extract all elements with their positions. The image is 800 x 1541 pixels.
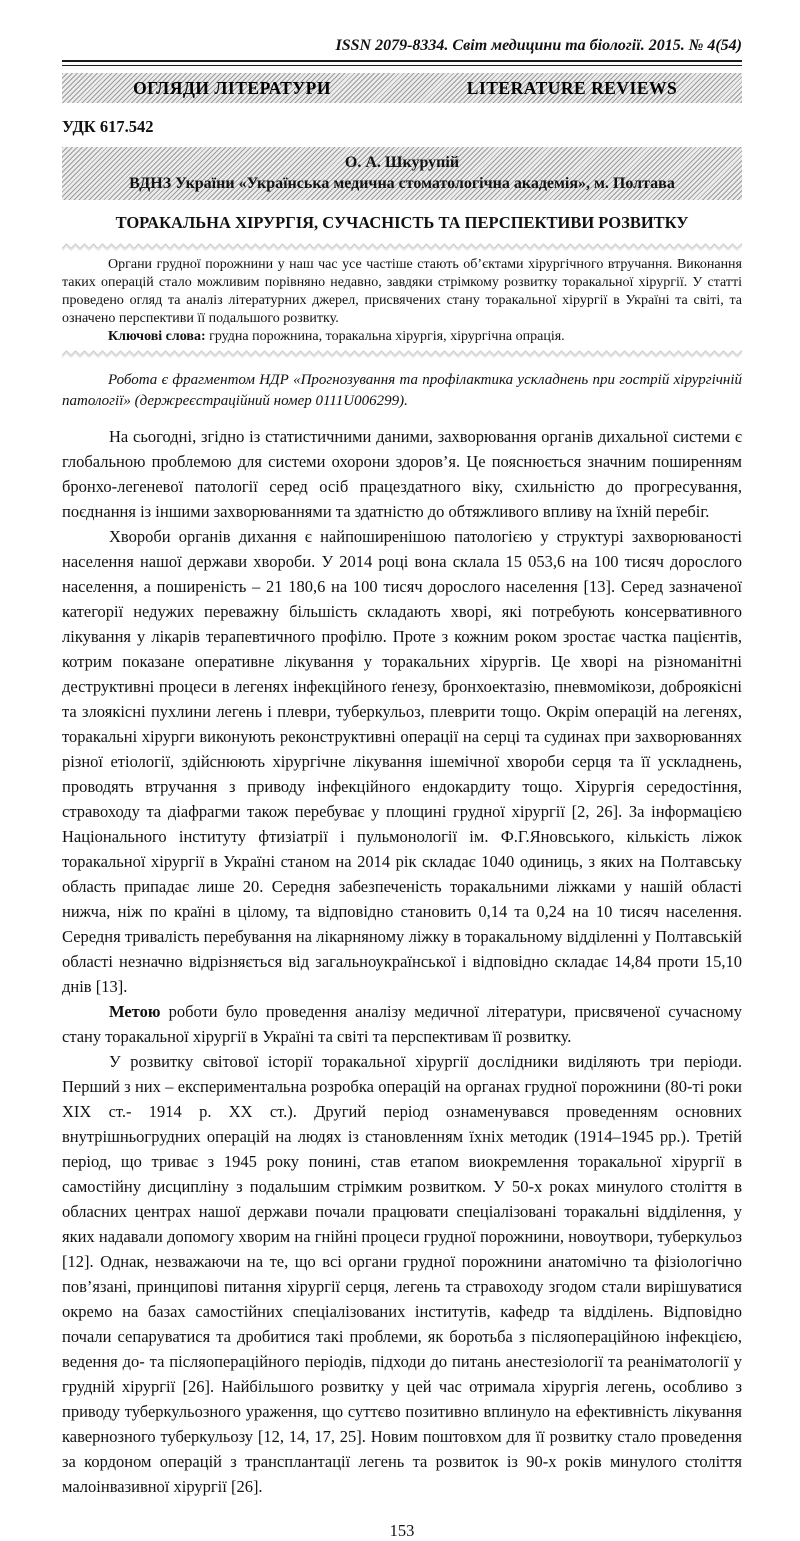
page-number: 153 — [389, 1521, 415, 1540]
keywords-label: Ключові слова: — [108, 329, 206, 344]
aim-text: роботи було проведення аналізу медичної літератури, присвяченої сучасному стану торакальної хірургії в Україні та світі та перспективам її розвитку. — [62, 1002, 742, 1046]
author-block — [62, 147, 742, 200]
aim-label: Метою — [109, 1002, 161, 1021]
article-title: ТОРАКАЛЬНА ХІРУРГІЯ, СУЧАСНІСТЬ ТА ПЕРСПЕКТИВИ РОЗВИТКУ — [115, 213, 689, 232]
section-banner — [62, 73, 742, 103]
zigzag-divider-bottom — [62, 349, 742, 358]
section-title-ukrainian: ОГЛЯДИ ЛІТЕРАТУРИ — [133, 77, 331, 98]
body-paragraph-aim — [62, 999, 742, 1049]
research-fragment-note: Робота є фрагментом НДР «Прогнозування та профілактика ускладнень при гострій хірургічній патології» (держреєстраційний номер 0111U006299). — [62, 372, 742, 409]
journal-issn-header: ISSN 2079-8334. Світ медицини та біології. 2015. № 4(54) — [335, 37, 742, 54]
author-affiliation: ВДНЗ України «Українська медична стоматологічна академія», м. Полтава — [129, 175, 675, 192]
body-paragraph: У розвитку світової історії торакальної хірургії дослідники виділяють три періоди. Перший з них – експериментальна розробка операцій на органах грудної порожнини (80-ті роки XIX ст.- 1914 р. XX ст.). Другий період ознаменувався проведенням основних внутрішньогрудних операцій на людях із становленням їхніх методик (1914–1945 рр.). Третій період, що триває з 1945 року понині, став етапом виокремлення торакальної хірургії в самостійну дисципліну з подальшим стрімким розвитком. У 50-х роках минулого століття в обласних центрах нашої держави почали працювати спеціалізовані торакальні відділення, у яких надавали допомогу хворим на гнійні процеси грудної порожнини, новоутвори, туберкульоз [12]. Однак, незважаючи на те, що всі органи грудної порожнини анатомічно та фізіологічно пов’язані, принципові питання хірургії серця, легень та стравоходу згодом стали вирішуватися окремо на базах самостійних спеціалізованих інститутів, кафедр та відділень. Відповідно почали сепаруватися та дробитися такі проблеми, як боротьба з післяопераційною інфекцією, ведення до- та післяопераційного періодів, підходи до питань анестезіології та реаніматології у грудній хірургії [26]. Найбільшого розвитку у цей час отримала хірургія легень, особливо з приводу туберкульозного ураження, що суттєво позитивно вплинуло на ефективність лікування кавернозного туберкульозу [12, 14, 17, 25]. Новим поштовхом для її розвитку стало проведення за кордоном операцій з трансплантації легень та розвиток із 90-х років минулого століття малоінвазивної хірургії [26]. — [62, 1052, 742, 1496]
zigzag-divider-top — [62, 242, 742, 251]
header-double-rule — [62, 60, 742, 66]
keywords-list: грудна порожнина, торакальна хірургія, хірургічна опрація. — [205, 329, 565, 344]
article-body — [62, 424, 742, 1499]
author-name: О. А. Шкурупій — [344, 154, 460, 171]
section-title-english: LITERATURE REVIEWS — [466, 77, 678, 98]
body-paragraph: На сьогодні, згідно із статистичними даними, захворювання органів дихальної системи є глобальною проблемою для системи охорони здоров’я. Це пояснюється значним поширенням бронхо-легеневої патології серед осіб працездатного віку, схильністю до прогресування, поєднання із іншими захворюваннями та здатністю до обтяжливого впливу на їхній перебіг. — [62, 427, 742, 521]
abstract-text: Органи грудної порожнини у наш час усе частіше стають об’єктами хірургічного втручання. Виконання таких операцій стало можливим порівняно недавно, завдяки стрімкому розвитку торакальної хірургії. У статті проведено огляд та аналіз літературних джерел, присвячених стану торакальної хірургії в Україні та світі, та означено перспективи її подальшого розвитку. — [62, 257, 742, 326]
keywords-line — [62, 328, 742, 346]
udk-code: УДК 617.542 — [62, 117, 154, 136]
body-paragraph: Хвороби органів дихання є найпоширенішою патологією у структурі захворюваності населення нашої держави хвороби. У 2014 році вона склала 15 053,6 на 100 тисяч дорослого населення, а поширеність – 21 180,6 на 100 тисяч дорослого населення [13]. Серед зазначеної категорії недужих переважну більшість складають хворі, які потребують консервативного лікування у лікарів терапевтичного профілю. Проте з кожним роком зростає частка пацієнтів, котрим показане оперативне лікування у торакальних хірургів. Це хворі на різноманітні деструктивні процеси в легенях інфекційного ґенезу, бронхоектазію, пневмомікози, доброякісні та злоякісні пухлини легень і плеври, туберкульоз, плеврити тощо. Окрім операцій на легенях, торакальні хірурги виконують реконструктивні операції на серці та судинах при захворюваннях різної етіології, здійснюють хірургічне лікування ішемічної хвороби серця та її ускладнень, проводять втручання з приводу інфекційного ендокардиту тощо. Хірургія середостіння, стравоходу та діафрагми також перебуває у площині грудної хірургії [2, 26]. За інформацією Національного інституту фтизіатрії і пульмонології ім. Ф.Г.Яновського, кількість ліжок торакальної хірургії в Україні станом на 2014 рік складає 1040 одиниць, з яких на Полтавську область припадає лише 20. Середня забезпеченість торакальними ліжками у нашій області нижча, ніж по країні в цілому, та відповідно становить 0,14 та 0,24 на 10 тисяч населення. Середня тривалість перебування на лікарняному ліжку в торакальному відділенні у Полтавській області незначно відрізняється від загальноукраїнської і відповідно складає 14,84 проти 15,10 днів [13]. — [62, 527, 742, 996]
